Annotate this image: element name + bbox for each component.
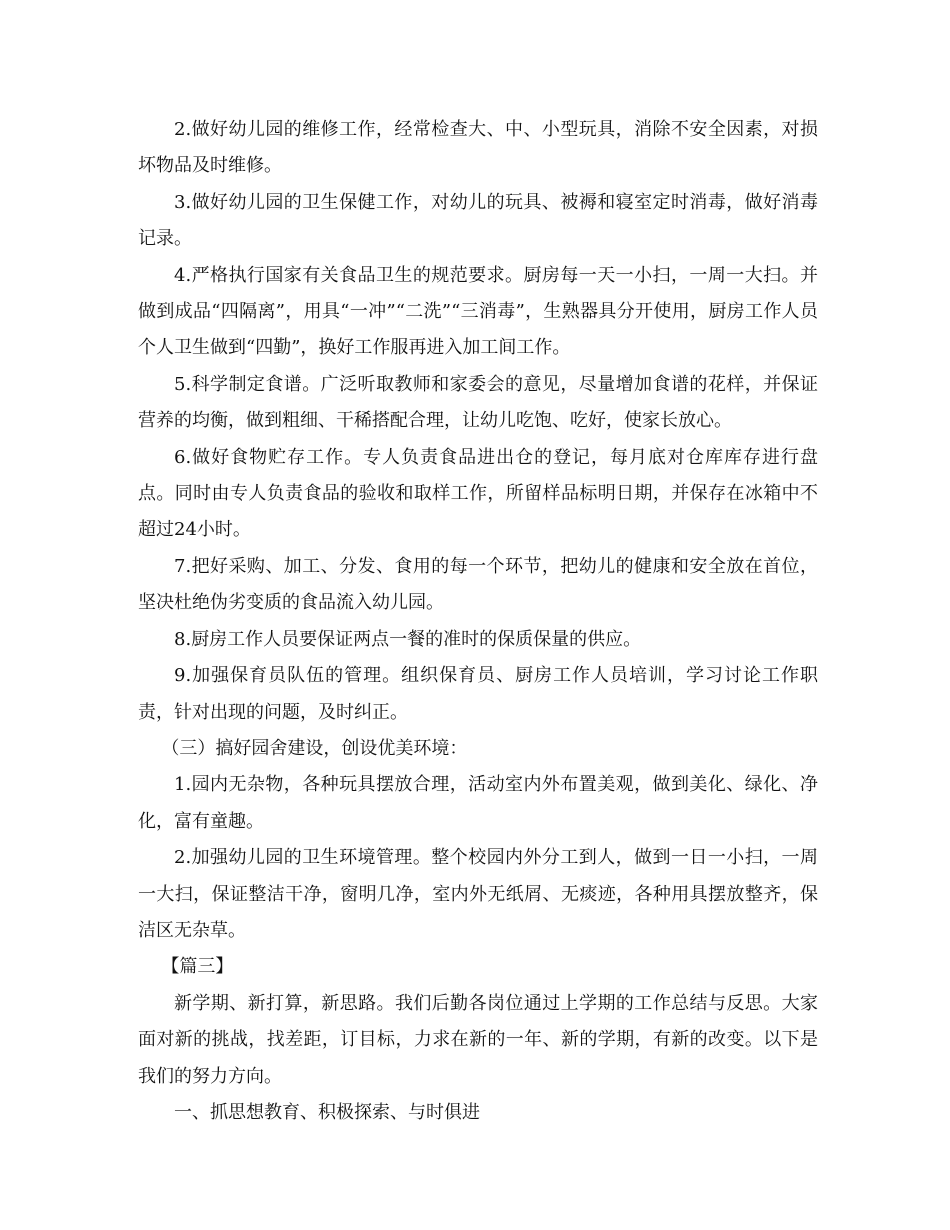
paragraph-item-7-procurement: 7.把好采购、加工、分发、食用的每一个环节，把幼儿的健康和安全放在首位，坚决杜绝伪劣变质的食品流入幼儿园。 <box>138 555 818 614</box>
paragraph-item-8-meals: 8.厨房工作人员要保证两点一餐的准时的保质保量的供应。 <box>174 628 642 650</box>
paragraph-item-6-storage: 6.做好食物贮存工作。专人负责食品进出仓的登记，每月底对仓库库存进行盘点。同时由专人负责食品的验收和取样工作，所留样品标明日期，并保存在冰箱中不超过24小时。 <box>138 446 818 541</box>
paragraph-item-3-hygiene: 3.做好幼儿园的卫生保健工作，对幼儿的玩具、被褥和寝室定时消毒，做好消毒记录。 <box>138 191 818 250</box>
chapter-heading: 【篇三】 <box>161 956 234 978</box>
paragraph-item-2-cleanliness: 2.加强幼儿园的卫生环境管理。整个校园内外分工到人，做到一日一小扫，一周一大扫，保证整洁干净，窗明几净，室内外无纸屑、无痰迹，各种用具摆放整齐，保洁区无杂草。 <box>138 847 818 941</box>
section-heading-3: （三）搞好园舍建设，创设优美环境： <box>161 737 468 759</box>
document-body <box>138 112 818 1131</box>
paragraph-item-9-staff: 9.加强保育员队伍的管理。组织保育员、厨房工作人员培训，学习讨论工作职责，针对出现的问题，及时纠正。 <box>138 665 818 723</box>
paragraph-item-4-food-safety: 4.严格执行国家有关食品卫生的规范要求。厨房每一天一小扫，一周一大扫。并做到成品“四隔离”，用具“一冲”“二洗”“三消毒”，生熟器具分开使用，厨房工作人员个人卫生做到“四勤”，换好工作服再进入加工间工作。 <box>138 264 818 359</box>
paragraph-intro: 新学期、新打算，新思路。我们后勤各岗位通过上学期的工作总结与反思。大家面对新的挑战，找差距，订目标，力求在新的一年、新的学期，有新的改变。以下是我们的努力方向。 <box>138 992 818 1087</box>
paragraph-item-5-recipes: 5.科学制定食谱。广泛听取教师和家委会的意见，尽量增加食谱的花样，并保证营养的均衡，做到粗细、干稀搭配合理，让幼儿吃饱、吃好，使家长放心。 <box>138 373 818 432</box>
paragraph-item-1-environment: 1.园内无杂物，各种玩具摆放合理，活动室内外布置美观，做到美化、绿化、净化，富有童趣。 <box>138 774 818 832</box>
paragraph-item-2-maintenance: 2.做好幼儿园的维修工作，经常检查大、中、小型玩具，消除不安全因素，对损坏物品及时维修。 <box>138 119 818 177</box>
section-heading-1: 一、抓思想教育、积极探索、与时俱进 <box>174 1101 480 1123</box>
